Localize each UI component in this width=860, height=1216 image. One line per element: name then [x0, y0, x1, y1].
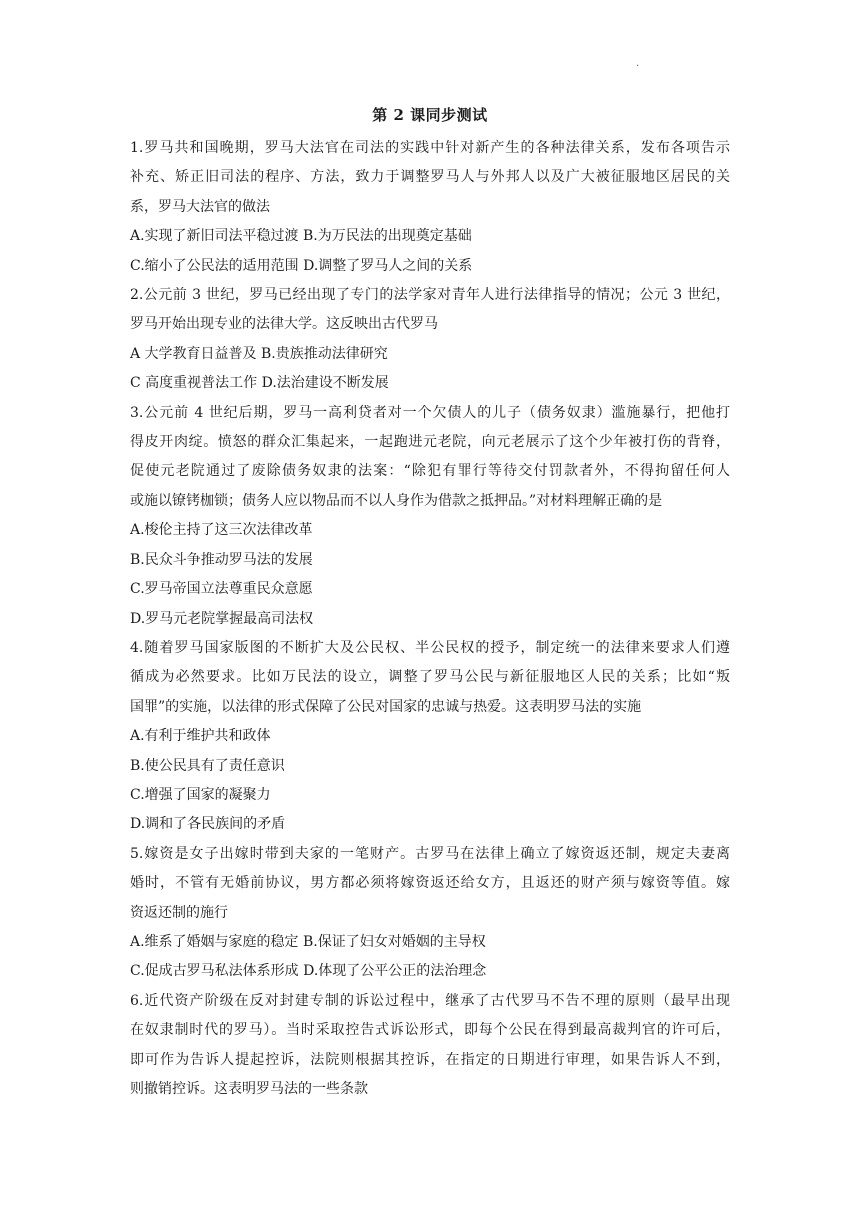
question-stem-line: 1.罗马共和国晚期，罗马大法官在司法的实践中针对新产生的各种法律关系，发布各项告示	[130, 140, 730, 156]
question-stem-line: 5.嫁资是女子出嫁时带到夫家的一笔财产。古罗马在法律上确立了嫁资返还制，规定夫妻离	[130, 845, 730, 862]
question-stem-line: 4.随着罗马国家版图的不断扩大及公民权、半公民权的授予，制定统一的法律来要求人们遵	[130, 639, 730, 656]
question-list	[130, 134, 730, 1104]
question-stem-line: 或施以镣铐枷锁；债务人应以物品而不以人身作为借款之抵押品。”对材料理解正确的是	[130, 492, 663, 509]
question-stem-line: 循成为必然要求。比如万民法的设立，调整了罗马公民与新征服地区人民的关系；比如“叛	[130, 669, 730, 686]
question-option-line: D.罗马元老院掌握最高司法权	[130, 610, 314, 627]
question-option-line: D.调和了各民族间的矛盾	[130, 816, 286, 833]
question-option-line: C.缩小了公民法的适用范围 D.调整了罗马人之间的关系	[130, 257, 473, 274]
header-dot: .	[636, 58, 640, 69]
question-stem-line: 则撤销控诉。这表明罗马法的一些条款	[130, 1081, 368, 1097]
question-stem-line: 6.近代资产阶级在反对封建专制的诉讼过程中，继承了古代罗马不告不理的原则（最早出现	[130, 992, 730, 1009]
question-stem-line: 即可作为告诉人提起控诉，法院则根据其控诉，在指定的日期进行审理，如果告诉人不到，	[130, 1051, 730, 1068]
question-stem-line: 国罪”的实施，以法律的形式保障了公民对国家的忠诚与热爱。这表明罗马法的实施	[130, 698, 642, 715]
question-stem-line: 婚时，不管有无婚前协议，男方都必须将嫁资返还给女方，且返还的财产须与嫁资等值。嫁	[130, 875, 730, 892]
question-option-line: B.民众斗争推动罗马法的发展	[130, 551, 313, 568]
question-option-line: C 高度重视普法工作 D.法治建设不断发展	[130, 375, 389, 392]
question-option-line: A.梭伦主持了这三次法律改革	[130, 522, 313, 539]
question-2	[130, 281, 730, 399]
question-option-line: A.维系了婚姻与家庭的稳定 B.保证了妇女对婚姻的主导权	[130, 933, 486, 950]
question-stem-line: 促使元老院通过了废除债务奴隶的法案：“除犯有罪行等待交付罚款者外，不得拘留任何人	[130, 463, 730, 480]
question-stem-line: 2.公元前 3 世纪，罗马已经出现了专门的法学家对青年人进行法律指导的情况；公元 3 世纪，	[130, 287, 730, 304]
question-stem-line: 3.公元前 4 世纪后期，罗马一高利贷者对一个欠债人的儿子（债务奴隶）滥施暴行，把他打	[130, 404, 730, 421]
question-5	[130, 840, 730, 987]
question-stem-line: 罗马开始出现专业的法律大学。这反映出古代罗马	[130, 316, 438, 333]
question-option-line: A.实现了新旧司法平稳过渡 B.为万民法的出现奠定基础	[130, 228, 472, 245]
question-1	[130, 134, 730, 281]
question-stem-line: 补充、矫正旧司法的程序、方法，致力于调整罗马人与外邦人以及广大被征服地区居民的关	[130, 169, 730, 186]
question-stem-line: 系，罗马大法官的做法	[130, 198, 270, 215]
question-option-line: A 大学教育日益普及 B.贵族推动法律研究	[130, 345, 388, 362]
question-stem-line: 在奴隶制时代的罗马）。当时采取控告式诉讼形式，即每个公民在得到最高裁判官的许可后，	[130, 1022, 730, 1039]
question-option-line: C.罗马帝国立法尊重民众意愿	[130, 581, 313, 598]
question-6	[130, 987, 730, 1105]
question-stem-line: 资返还制的施行	[130, 904, 228, 921]
question-option-line: B.使公民具有了责任意识	[130, 757, 285, 774]
page-title: 第 2 课同步测试	[372, 106, 488, 124]
question-3	[130, 399, 730, 634]
question-option-line: C.促成古罗马私法体系形成 D.体现了公平公正的法治理念	[130, 963, 487, 980]
question-option-line: A.有利于维护共和政体	[130, 728, 271, 745]
question-stem-line: 得皮开肉绽。愤怒的群众汇集起来，一起跑进元老院，向元老展示了这个少年被打伤的背脊，	[130, 434, 730, 451]
question-option-line: C.增强了国家的凝聚力	[130, 786, 271, 803]
question-4	[130, 634, 730, 840]
